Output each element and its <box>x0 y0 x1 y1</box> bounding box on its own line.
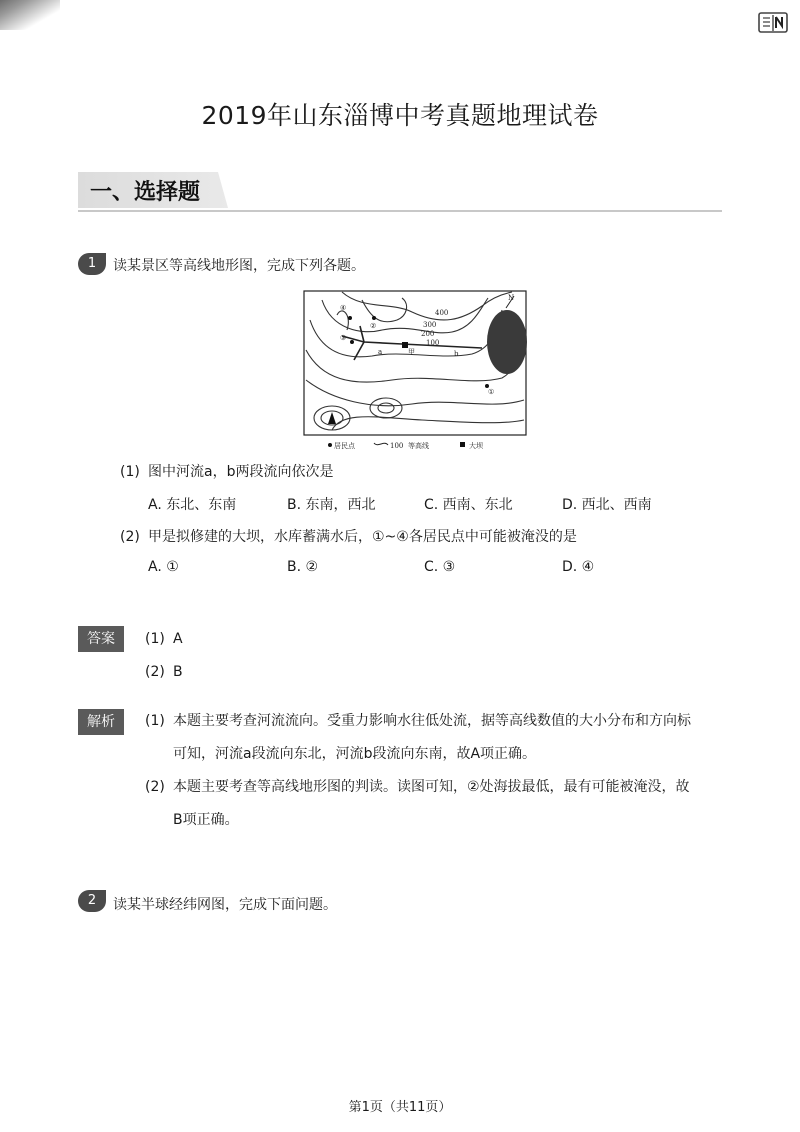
section-heading-band <box>78 172 722 212</box>
svg-text:100: 100 <box>426 339 440 347</box>
analysis-item-number: (1) <box>145 713 165 729</box>
svg-text:④: ④ <box>340 304 347 312</box>
contour-map-figure <box>302 290 528 450</box>
option-b: B. ② <box>287 559 319 575</box>
svg-text:③: ③ <box>340 334 347 342</box>
analysis-item-number: (2) <box>145 779 165 795</box>
option-d: D. ④ <box>562 559 595 575</box>
svg-text:大坝: 大坝 <box>469 442 483 450</box>
analysis-label: 解析 <box>78 709 124 735</box>
question-stem: 读某景区等高线地形图，完成下列各题。 <box>113 258 365 274</box>
svg-text:N: N <box>508 294 515 302</box>
analysis-line: 本题主要考查等高线地形图的判读。读图可知，②处海拔最低，最有可能被淹没，故 <box>173 779 690 795</box>
svg-text:甲: 甲 <box>408 348 415 356</box>
analysis-line: 可知，河流a段流向东北，河流b段流向东南，故A项正确。 <box>173 746 537 762</box>
svg-text:①: ① <box>488 388 495 396</box>
svg-text:400: 400 <box>435 309 449 317</box>
option-d: D. 西北、西南 <box>562 497 652 513</box>
svg-text:100: 100 <box>390 442 404 450</box>
question-number-badge: 2 <box>78 890 106 912</box>
analysis-line: B项正确。 <box>173 812 239 828</box>
svg-text:200: 200 <box>421 330 435 338</box>
sub-question-2: (2) 甲是拟修建的大坝，水库蓄满水后，①~④各居民点中可能被淹没的是 <box>120 529 577 545</box>
option-a: A. 东北、东南 <box>148 497 237 513</box>
svg-text:300: 300 <box>423 321 437 329</box>
svg-text:等高线: 等高线 <box>408 442 429 450</box>
option-c: C. ③ <box>424 559 456 575</box>
section-heading: 一、选择题 <box>90 180 201 205</box>
svg-text:a: a <box>378 348 383 356</box>
page-title: 2019年山东淄博中考真题地理试卷 <box>201 101 599 130</box>
option-a: A. ① <box>148 559 179 575</box>
svg-text:②: ② <box>370 322 377 330</box>
question-stem: 读某半球经纬网图，完成下面问题。 <box>113 897 337 913</box>
svg-text:居民点: 居民点 <box>334 442 355 450</box>
option-c: C. 西南、东北 <box>424 497 513 513</box>
page-corner-shadow <box>0 0 60 30</box>
analysis-line: 本题主要考查河流流向。受重力影响水往低处流，据等高线数值的大小分布和方向标 <box>173 713 691 729</box>
answer-item: (1) A <box>145 631 183 647</box>
page-footer: 第1页（共11页） <box>348 1100 452 1115</box>
book-logo-icon <box>758 10 788 34</box>
answer-item: (2) B <box>145 664 183 680</box>
option-b: B. 东南，西北 <box>287 497 376 513</box>
answer-label: 答案 <box>78 626 124 652</box>
sub-question-1: (1) 图中河流a，b两段流向依次是 <box>120 464 334 480</box>
question-number-badge: 1 <box>78 253 106 275</box>
svg-text:b: b <box>454 350 459 358</box>
